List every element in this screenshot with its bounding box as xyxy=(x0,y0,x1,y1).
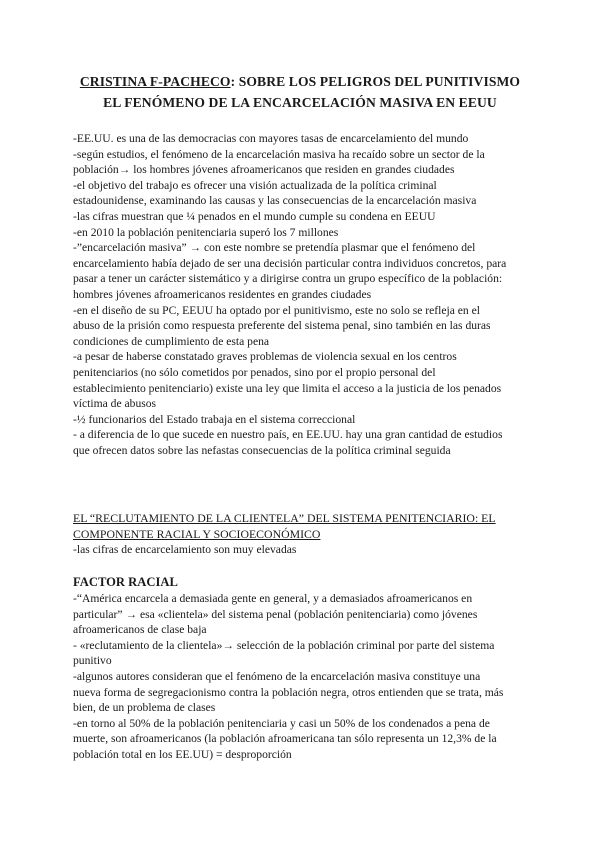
factor-racial-line: población total en los EE.UU) = desproporción xyxy=(73,747,292,761)
factor-racial-line: -en torno al 50% de la población penitenciaria y casi un 50% de los condenados a pena de xyxy=(73,716,490,730)
section1-block xyxy=(73,542,535,558)
intro-line: estadounidense, examinando las causas y las consecuencias de la encarcelación masiva xyxy=(73,194,477,208)
intro-line: establecimiento penitenciario) existe una ley que limita el acceso a la justicia de los penados xyxy=(73,381,502,395)
title-author: CRISTINA F-PACHECO xyxy=(79,74,231,89)
factor-racial-line: afroamericanos de clase baja xyxy=(73,623,207,637)
intro-line: penitenciarios (no sólo cometidos por penados, sino por el propio personal del xyxy=(73,365,436,379)
factor-racial-line: muerte, son afroamericanos (la población afroamericana tan sólo representa un 12,3% de la xyxy=(73,732,497,746)
intro-line: -según estudios, el fenómeno de la encarcelación masiva ha recaído sobre un sector de la xyxy=(73,147,485,161)
section-heading-line: EL “RECLUTAMIENTO DE LA CLIENTELA” DEL SISTEMA PENITENCIARIO: EL xyxy=(73,511,496,525)
title-line-2: EL FENÓMENO DE LA ENCARCELACIÓN MASIVA EN EEUU xyxy=(103,95,497,110)
factor-racial-line: punitivo xyxy=(73,654,112,668)
intro-line: -a pesar de haberse constatado graves problemas de violencia sexual en los centros xyxy=(73,350,457,364)
intro-line: -”encarcelación masiva” → con este nombre se pretendía plasmar que el fenómeno del xyxy=(73,241,476,255)
intro-line: hombres jóvenes afroamericanos residentes en grandes ciudades xyxy=(73,287,372,301)
intro-line: encarcelamiento había dejado de ser una decisión particular contra individuos concretos, para xyxy=(73,256,507,270)
document-title xyxy=(60,71,540,113)
intro-line: pasar a tener un carácter sistemático y a dirigirse contra un grupo específico de la población: xyxy=(73,272,503,286)
intro-line: -EE.UU. es una de las democracias con mayores tasas de encarcelamiento del mundo xyxy=(73,132,469,145)
intro-line: víctima de abusos xyxy=(73,397,157,411)
section1-line: -las cifras de encarcelamiento son muy elevadas xyxy=(73,543,297,556)
intro-line: -las cifras muestran que ¼ penados en el mundo cumple su condena en EEUU xyxy=(73,209,436,223)
factor-racial-line: bien, de un problema de clases xyxy=(73,701,216,715)
title-line-1 xyxy=(60,71,540,92)
intro-line: - a diferencia de lo que sucede en nuestro país, en EE.UU. hay una gran cantidad de estudios xyxy=(73,428,503,442)
intro-line: -en el diseño de su PC, EEUU ha optado por el punitivismo, este no solo se refleja en el xyxy=(73,303,480,317)
factor-racial-line: particular” → esa «clientela» del sistema penal (población penitenciaria) como jóvenes xyxy=(73,607,478,621)
section-heading-line: COMPONENTE RACIAL Y SOCIOECONÓMICO xyxy=(73,526,321,541)
intro-line: población→ los hombres jóvenes afroamericanos que residen en grandes ciudades xyxy=(73,163,455,177)
intro-line: condiciones de cumplimiento de esta pena xyxy=(73,334,270,348)
factor-racial-line: - «reclutamiento de la clientela»→ selección de la población criminal por parte del sistema xyxy=(73,638,495,652)
title-line-1-rest: : SOBRE LOS PELIGROS DEL PUNITIVISMO xyxy=(230,74,521,89)
intro-line: -½ funcionarios del Estado trabaja en el sistema correccional xyxy=(73,412,356,426)
intro-line: -el objetivo del trabajo es ofrecer una visión actualizada de la política criminal xyxy=(73,178,437,192)
factor-racial-heading: FACTOR RACIAL xyxy=(73,575,178,589)
section-heading-reclutamiento xyxy=(73,511,543,542)
factor-racial-line: nueva forma de segregacionismo contra la población negra, otros entienden que se trata, más xyxy=(73,685,504,699)
factor-racial-line: -algunos autores consideran que el fenómeno de la encarcelación masiva constituye una xyxy=(73,669,481,683)
intro-block xyxy=(73,131,535,458)
intro-line: abuso de la prisión como respuesta preferente del sistema penal, sino también en las duras xyxy=(73,319,491,333)
factor-racial-block xyxy=(73,591,535,763)
intro-line: -en 2010 la población penitenciaria superó los 7 millones xyxy=(73,225,339,239)
factor-racial-line: -“América encarcela a demasiada gente en general, y a demasiados afroamericanos en xyxy=(73,592,473,605)
intro-line: que ofrecen datos sobre las nefastas consecuencias de la política criminal seguida xyxy=(73,443,451,457)
